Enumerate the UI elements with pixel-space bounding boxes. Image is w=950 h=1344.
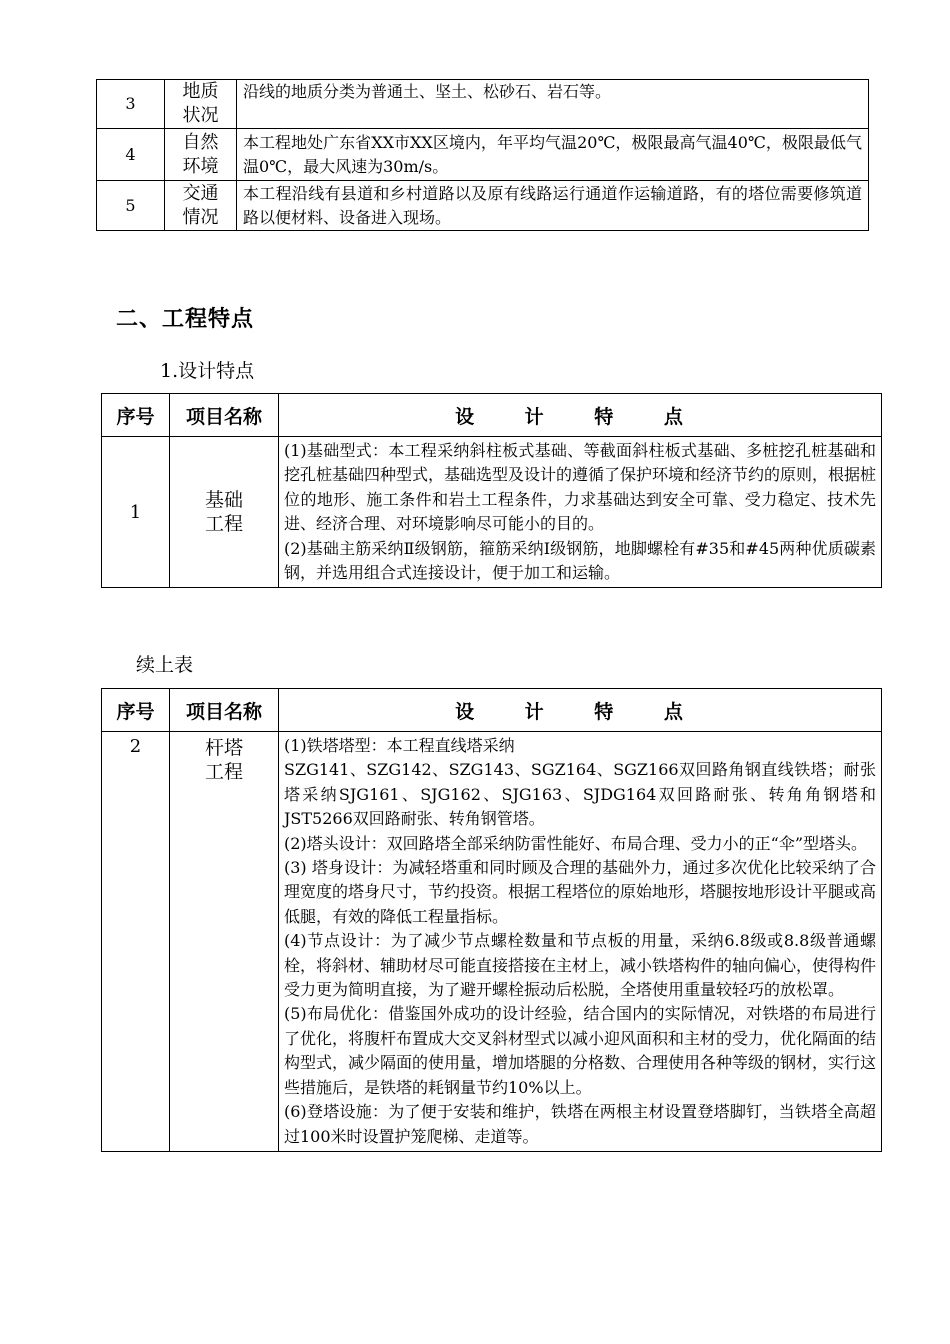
feature-paragraph: (2)基础主筋采纳Ⅱ级钢筋，箍筋采纳Ⅰ级钢筋，地脚螺栓有#35和#45两种优质碳素钢，并选用组合式连接设计，便于加工和运输。 [284, 538, 876, 583]
feature-paragraph: (1)基础型式：本工程采纳斜柱板式基础、等截面斜柱板式基础、多桩挖孔桩基础和挖孔桩基础四种型式，基础选型及设计的遵循了保护环境和经济节约的原则，根据桩位的地形、施工条件和岩土工程条件，力求基础达到安全可靠、受力稳定、技术先进、经济合理、对环境影响尽可能小的目的。 [284, 441, 877, 534]
subsection-title: 1.设计特点 [160, 360, 255, 382]
item-name-line: 地质 [182, 81, 219, 102]
header-item-name: 项目名称 [170, 394, 279, 437]
header-number: 序号 [102, 394, 170, 437]
item-name-line: 自然 [182, 131, 219, 153]
table-header-row [102, 394, 882, 437]
feature-paragraph: (5)布局优化：借鉴国外成功的设计经验，结合国内的实际情况，对铁塔的布局进行了优化，将腹杆布置成大交叉斜材型式以减小迎风面积和主材的受力，优化隔面的结构型式，减少隔面的使用量，增加塔腿的分格数、合理使用各种等级的钢材，实行这些措施后，是铁塔的耗钢量节约10%以上。 [284, 1004, 877, 1097]
header-design-features: 设 计 特 点 [279, 689, 882, 732]
row-number: 1 [102, 437, 170, 588]
design-features-table [101, 393, 882, 588]
item-name-line: 工程 [204, 513, 243, 536]
item-name-line: 杆塔 [204, 737, 243, 759]
item-name-line: 交通 [182, 182, 219, 204]
feature-paragraph: (2)塔头设计：双回路塔全部采纳防雷性能好、布局合理、受力小的正“伞”型塔头。 [284, 833, 868, 853]
item-name-line: 情况 [182, 206, 219, 228]
item-name-line: 环境 [182, 155, 219, 177]
row-item-name [165, 181, 237, 231]
table-row [102, 732, 882, 1152]
row-description [279, 732, 882, 1152]
row-item-name [165, 80, 237, 129]
feature-paragraph: (1)铁塔塔型：本工程直线塔采纳 [284, 736, 515, 755]
header-design-features: 设 计 特 点 [279, 394, 882, 437]
item-name-line: 状况 [182, 105, 219, 126]
row-number: 5 [97, 181, 165, 231]
header-item-name: 项目名称 [170, 689, 279, 732]
item-name-line: 基础 [204, 489, 243, 512]
environment-table [96, 79, 869, 231]
row-description: 本工程地处广东省XX市XX区境内，年平均气温20℃，极限最高气温40℃，极限最低气温0℃，最大风速为30m/s。 [237, 129, 869, 181]
feature-paragraph: (3) 塔身设计：为减轻塔重和同时顾及合理的基础外力，通过多次优化比较采纳了合理宽度的塔身尺寸，节约投资。根据工程塔位的原始地形，塔腿按地形设计平腿或高低腿，有效的降低工程量指标。 [284, 858, 877, 926]
table-header-row [102, 689, 882, 732]
feature-paragraph: (4)节点设计：为了减少节点螺栓数量和节点板的用量，采纳6.8级或8.8级普通螺栓，将斜材、辅助材尽可能直接搭接在主材上，减小铁塔构件的轴向偏心，使得构件受力更为简明直接，为了避开螺栓振动后松脱，全塔使用重量较轻巧的放松罩。 [284, 931, 877, 1000]
feature-paragraph: SZG141、SZG142、SZG143、SGZ164、SGZ166双回路角钢直线铁塔；耐张塔采纳SJG161、SJG162、SJG163、SJDG164双回路耐张、转角角钢塔和JST5266双回路耐张、转角钢管塔。 [284, 760, 876, 829]
row-description: 本工程沿线有县道和乡村道路以及原有线路运行通道作运输道路，有的塔位需要修筑道路以便材料、设备进入现场。 [237, 181, 869, 231]
continued-label: 续上表 [136, 654, 194, 676]
table-row [97, 80, 869, 129]
row-item-name [170, 437, 279, 588]
row-number: 2 [102, 732, 170, 1152]
row-number: 3 [97, 80, 165, 129]
row-number: 4 [97, 129, 165, 181]
table-row [102, 437, 882, 588]
design-features-table-continued [101, 688, 882, 1152]
row-item-name [170, 732, 279, 1152]
table-row [97, 129, 869, 181]
feature-paragraph: (6)登塔设施：为了便于安装和维护，铁塔在两根主材设置登塔脚钉，当铁塔全高超过100米时设置护笼爬梯、走道等。 [284, 1102, 876, 1146]
table-row [97, 181, 869, 231]
section-title: 二、工程特点 [116, 307, 255, 332]
header-number: 序号 [102, 689, 170, 732]
row-item-name [165, 129, 237, 181]
item-name-line: 工程 [204, 761, 243, 783]
row-description: 沿线的地质分类为普通土、坚土、松砂石、岩石等。 [237, 80, 869, 129]
row-description [279, 437, 882, 588]
